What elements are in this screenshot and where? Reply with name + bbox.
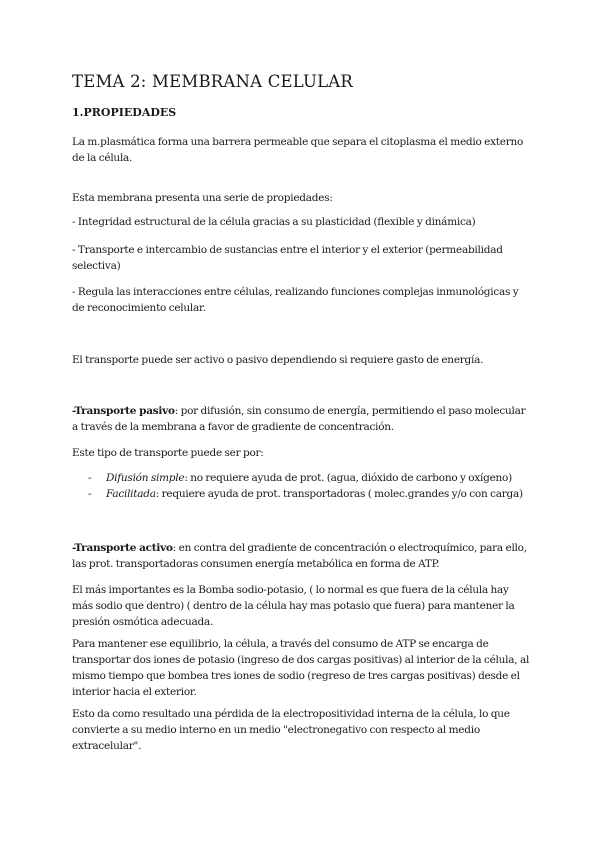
passive-transport-text: : por difusión, sin consumo de energía, permitiendo el paso molecular a través de la membrana a favor de gradiente de concentración. [72,405,526,433]
list-item-text: : no requiere ayuda de prot. (agua, dióxido de carbono y oxígeno) [184,472,512,484]
active-transport-paragraph [72,540,532,572]
properties-intro: Esta membrana presenta una serie de propiedades: [72,192,333,204]
list-item-term: Difusión simple [106,472,185,484]
list-dash: - [88,488,92,500]
equilibrium-paragraph: Para mantener ese equilibrio, la célula, a través del consumo de ATP se encarga de transportar dos iones de potasio (ingreso de dos cargas positivas) al interior de la célula, al mismo tiempo que bombea tres iones de sodio (regreso de tres cargas positivas) desde el interior hacia el exterior. [72,638,530,698]
intro-paragraph: La m.plasmática forma una barrera permeable que separa el citoplasma el medio externo de la célula. [72,136,524,164]
passive-transport-label: -Transporte pasivo [72,405,175,417]
page-title: TEMA 2: MEMBRANA CELULAR [72,72,354,91]
list-item [88,486,528,502]
transport-paragraph: El transporte puede ser activo o pasivo dependiendo si requiere gasto de energía. [72,354,484,366]
list-item-term: Facilitada [106,488,156,500]
property-item: - Regula las interacciones entre células, realizando funciones complejas inmunológicas y de reconocimiento celular. [72,286,519,314]
passive-types-intro: Este tipo de transporte puede ser por: [72,447,264,459]
passive-types-list [88,470,528,502]
list-dash: - [88,472,92,484]
section-heading: 1.PROPIEDADES [72,106,177,119]
property-item: - Transporte e intercambio de sustancias entre el interior y el exterior (permeabilidad selectiva) [72,244,503,272]
pump-paragraph: El más importantes es la Bomba sodio-potasio, ( lo normal es que fuera de la célula hay más sodio que dentro) ( dentro de la célula hay mas potasio que fuera) para mantener la presión osmótica adecuada. [72,584,515,628]
result-paragraph: Esto da como resultado una pérdida de la electropositividad interna de la célula, lo que convierte a su medio interno en un medio "electronegativo con respecto al medio extracelular". [72,708,510,752]
active-transport-text: : en contra del gradiente de concentración o electroquímico, para ello, las prot. transportadoras consumen energía metabólica en forma de ATP. [72,542,527,570]
property-item: - Integridad estructural de la célula gracias a su plasticidad (flexible y dinámica) [72,216,476,228]
list-item-text: : requiere ayuda de prot. transportadoras ( molec.grandes y/o con carga) [155,488,523,500]
list-item [88,470,528,486]
active-transport-label: -Transporte activo [72,542,173,554]
passive-transport-paragraph [72,403,532,435]
